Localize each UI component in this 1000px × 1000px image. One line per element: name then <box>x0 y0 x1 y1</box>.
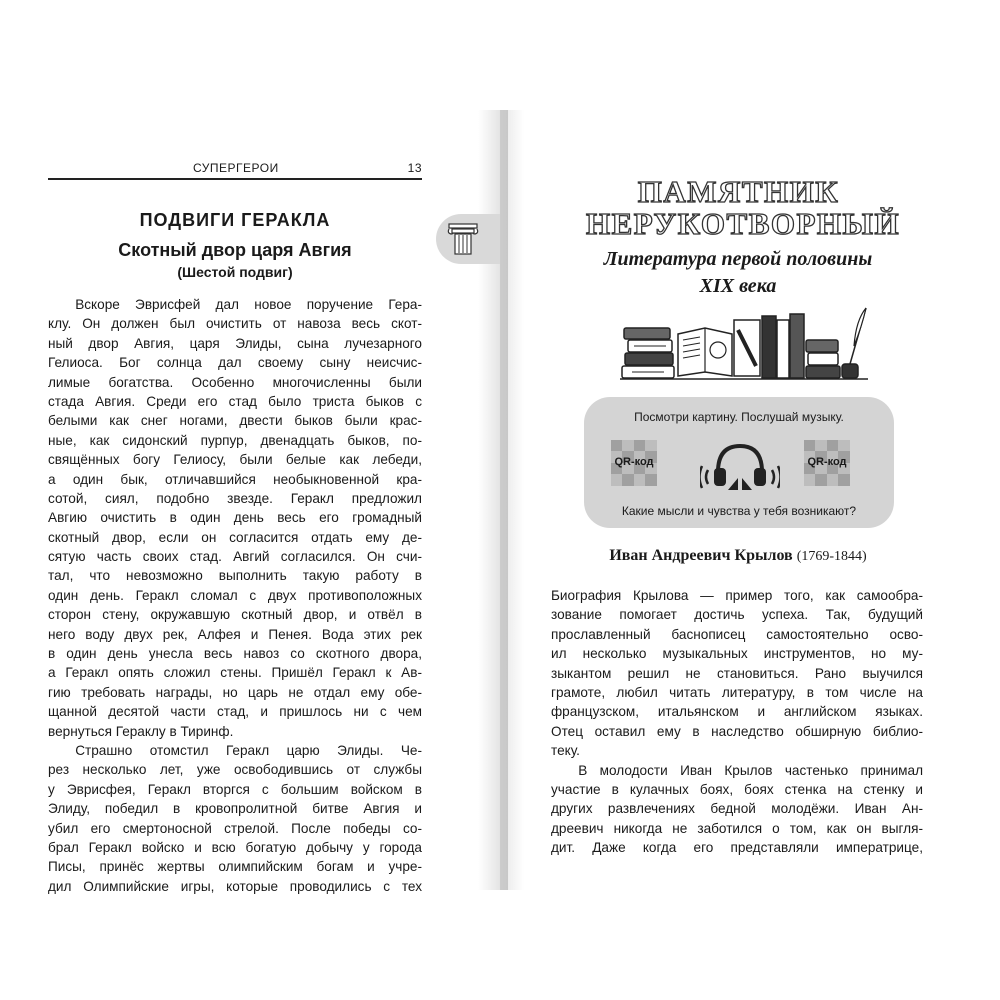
right-text-line: дит. Даже когда его представляли императрице, <box>551 840 923 856</box>
left-text-line: у Эврисфея, Геракл вторгся с большим войском в <box>48 781 422 797</box>
right-text-line: ил несколько музыкальных инструментов, но му- <box>551 646 923 662</box>
chapter-subtitle: Скотный двор царя Авгия <box>118 240 352 260</box>
left-text-line: рез несколько лет, уже освободившись от службы <box>48 762 422 778</box>
big-title-line-1: ПАМЯТНИК <box>637 174 840 209</box>
column-capital-icon <box>446 220 480 258</box>
right-text-line: дреевич никогда не заботился о том, как он выгля- <box>551 820 923 836</box>
right-text-line: Отец оставил ему в наследство обширную библио- <box>551 723 923 739</box>
right-text-line: других развлечениях бедной молодёжи. Иван Ан- <box>551 801 923 817</box>
right-text-line: В молодости Иван Крылов частенько принимал <box>551 762 923 778</box>
section-subtitle <box>548 246 928 300</box>
running-head <box>48 161 422 177</box>
left-text-line: клу. Он должен был очистить от навоза весь скот- <box>48 316 422 332</box>
header-rule <box>48 178 422 180</box>
left-text-line: убил его смертоносной стрелой. После победы со- <box>48 820 422 836</box>
left-text-line: сторон стену, окружавшую скотный двор, и отвёл в <box>48 607 422 623</box>
right-text-line: участие в кулачных боях, боях стенка на стенку и <box>551 781 923 797</box>
left-text-line: ные, как сидонский пурпур, двенадцать быков, по- <box>48 432 422 448</box>
left-text-line: а один бык, отличавшийся необыкновенной кра- <box>48 471 422 487</box>
big-title-line-2: НЕРУКОТВОРНЫЙ <box>586 206 901 241</box>
left-text-line: Авгию очистить в один день весь его громадный <box>48 510 422 526</box>
qr-label-right: QR-код <box>807 456 847 468</box>
books-and-quill-icon <box>620 306 868 382</box>
left-text-line: а Геракл опять сложил стены. Пришёл Геракл к Ав- <box>48 665 422 681</box>
headphones-icon <box>700 440 780 492</box>
left-text-line: сятую часть своих стад. Авгий согласился. Он счи- <box>48 549 422 565</box>
left-text-line: Гелиоса. Бог солнца дал своему сыну неисчис- <box>48 355 422 371</box>
chapter-title: ПОДВИГИ ГЕРАКЛА <box>139 210 331 230</box>
subtitle-line-1: Литература первой половины <box>603 248 873 270</box>
running-head-section: СУПЕРГЕРОИ <box>193 161 279 175</box>
section-big-title <box>586 174 901 241</box>
left-text-line: ный двор Авгия, царя Элиды, сына лучезарного <box>48 335 422 351</box>
left-text-line: Страшно отомстил Геракл царю Элиды. Че- <box>48 742 422 758</box>
qr-code-left[interactable] <box>611 440 657 486</box>
left-text-line: тал, что невозможно выполнить такую работу в <box>48 568 422 584</box>
left-text-line: в один день унесла весь навоз со скотного двора, <box>48 646 422 662</box>
author-years: (1769-1844) <box>796 549 867 564</box>
chapter-note: (Шестой подвиг) <box>177 264 293 280</box>
author-name: Иван Андреевич Крылов <box>609 547 793 564</box>
left-text-line: Писы, принёс жертвы олимпийским богам и учре- <box>48 859 422 875</box>
left-text-line: дил Олимпийские игры, которые проводились с тех <box>48 878 422 894</box>
left-text-line: Элиду, победил в кровопролитной битве Авгия и <box>48 801 422 817</box>
right-text-line: зыкантом решил не становиться. Рано выучился <box>551 665 923 681</box>
left-text-line: белыми как снег ногами, двести быков были крас- <box>48 413 422 429</box>
left-text-line: сотой, сиял, подобно звезде. Геракл предложил <box>48 490 422 506</box>
subtitle-line-2: XIX века <box>699 275 777 297</box>
right-text-line: зование помогает достичь успеха. Так, будущий <box>551 607 923 623</box>
gutter-shadow-right <box>500 110 524 890</box>
qr-label-left: QR-код <box>614 456 654 468</box>
left-text-line: лимые богатства. Особенно многочисленны были <box>48 374 422 390</box>
left-text-line: стада Авгия. Среди его стад было триста быков с <box>48 393 422 409</box>
left-text-line: Вскоре Эврисфей дал новое поручение Гера- <box>48 297 422 312</box>
right-text-line: грамоте, любил читать литературу, в том числе на <box>551 684 923 700</box>
left-text-line: вернуться Гераклу в Тиринф. <box>48 723 234 739</box>
media-question: Какие мысли и чувства у тебя возникают? <box>621 504 857 518</box>
left-text-line: скотный двор, если он согласится отдать ему де- <box>48 529 422 545</box>
left-body-text <box>48 295 422 896</box>
right-text-line: французском, итальянском и английском языках. <box>551 704 923 720</box>
qr-code-right[interactable] <box>804 440 850 486</box>
left-text-line: свящённых богу Гелиосу, были белые как лебеди, <box>48 452 422 468</box>
left-text-line: гию требовать награды, но царь не отдал ему обе- <box>48 684 422 700</box>
right-text-line: прославленный баснописец самостоятельно осво- <box>551 626 923 642</box>
media-instruction: Посмотри картину. Послушай музыку. <box>634 410 844 424</box>
left-text-line: щанной десятой части стад, и пришлось ни с чем <box>48 704 422 720</box>
right-text-line: теку. <box>551 743 580 759</box>
right-body-text <box>551 586 923 857</box>
right-text-line: Биография Крылова — пример того, как самообра- <box>551 588 923 603</box>
left-text-line: брал Геракл войско и всю богатую добычу у города <box>48 839 422 855</box>
left-text-line: один день. Геракл сломал с двух противоположных <box>48 587 422 603</box>
author-heading <box>549 547 927 565</box>
page-number: 13 <box>407 161 422 175</box>
left-text-line: него воду двух рек, Алфея и Пенея. Вода этих рек <box>48 626 422 642</box>
